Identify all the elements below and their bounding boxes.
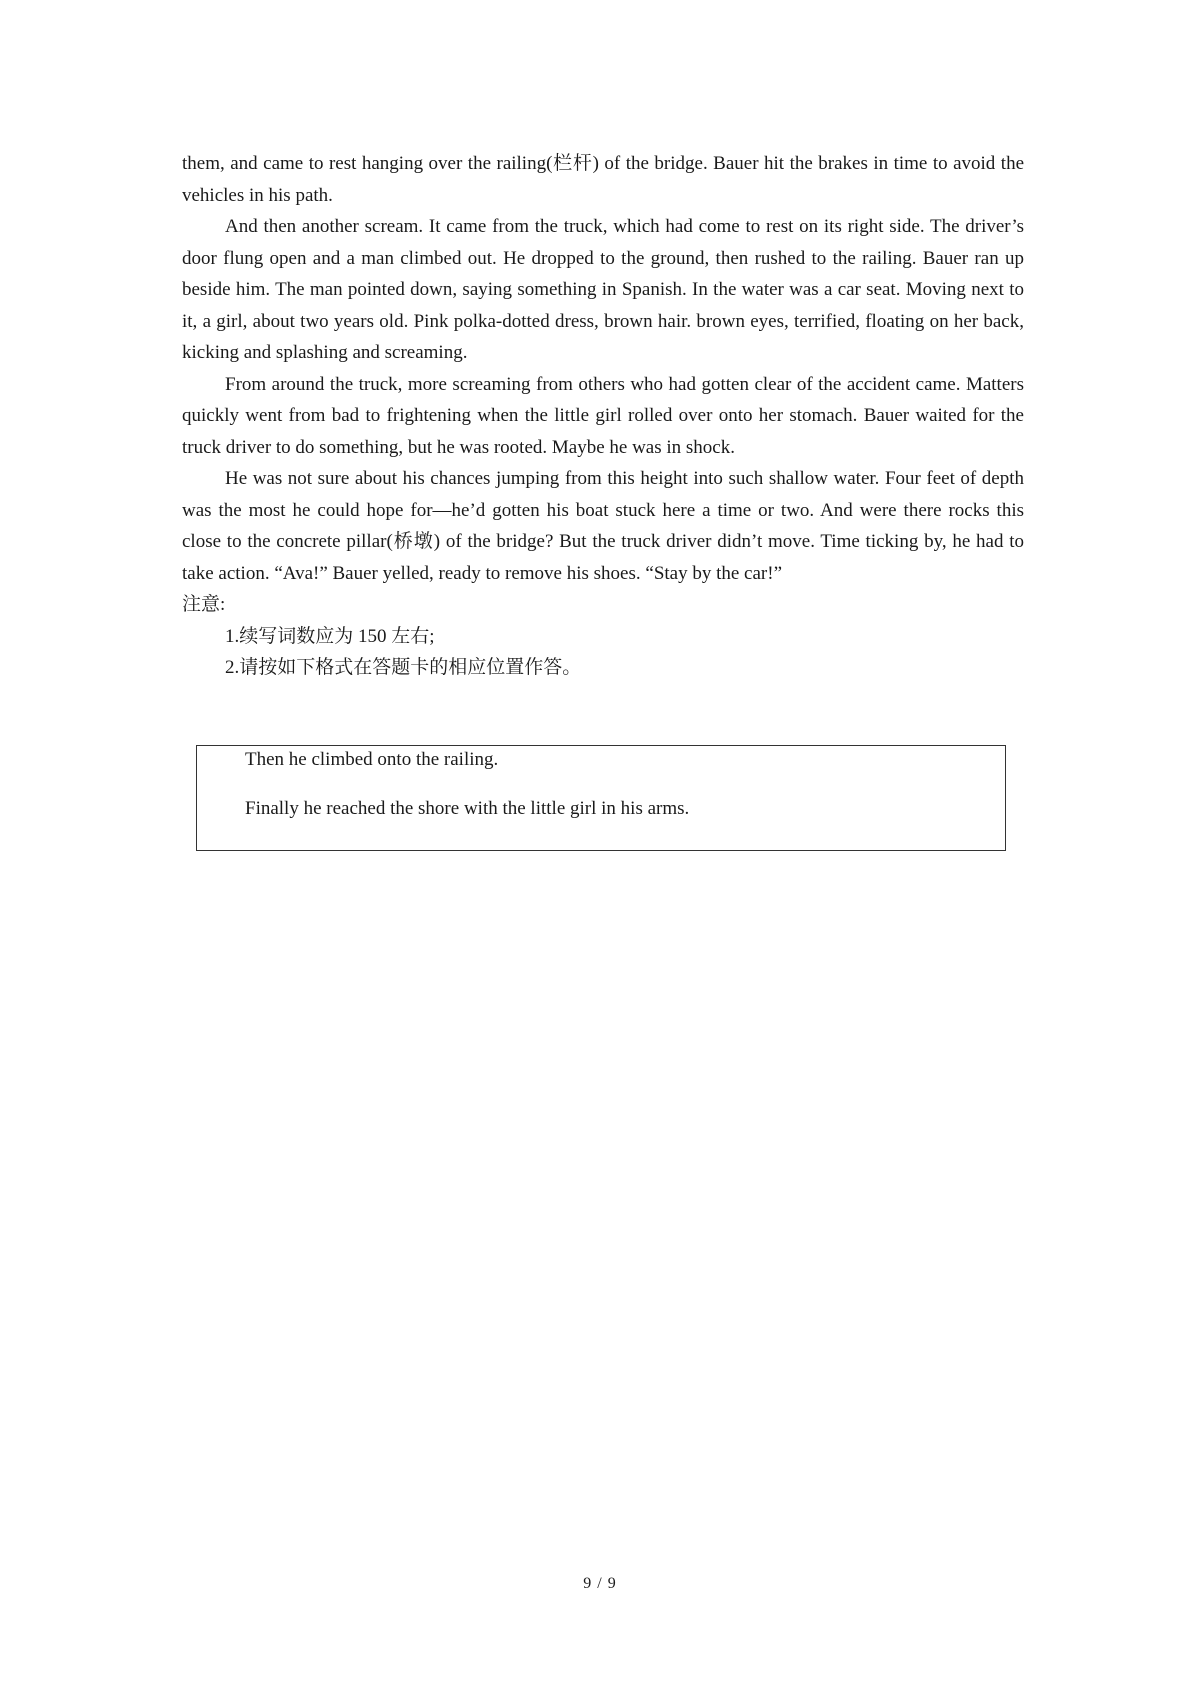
passage-content xyxy=(182,148,1024,684)
answer-format-box xyxy=(196,745,1006,851)
paragraph-3: From around the truck, more screaming from others who had gotten clear of the accident came. Matters quickly went from bad to frightening when the little girl rolled over onto her stomach. Bauer waited for the truck driver to do something, but he was rooted. Maybe he was in shock. xyxy=(182,373,1024,458)
answer-first-sentence: Then he climbed onto the railing. xyxy=(245,749,499,770)
answer-second-sentence: Finally he reached the shore with the little girl in his arms. xyxy=(245,798,690,819)
paragraph-2: And then another scream. It came from the truck, which had come to rest on its right side. The driver’s door flung open and a man climbed out. He dropped to the ground, then rushed to the railing. Bauer ran up beside him. The man pointed down, saying something in Spanish. In the water was a car seat. Moving next to it, a girl, about two years old. Pink polka-dotted dress, brown hair. brown eyes, terrified, floating on her back, kicking and splashing and screaming. xyxy=(182,216,1024,363)
note-item-2: 2.请按如下格式在答题卡的相应位置作答。 xyxy=(225,657,582,678)
note-item-1: 1.续写词数应为 150 左右; xyxy=(225,625,435,647)
paragraph-1: them, and came to rest hanging over the railing(栏杆) of the bridge. Bauer hit the brakes in time to avoid the vehicles in his path. xyxy=(182,153,1024,206)
page-number: 9 / 9 xyxy=(583,1575,617,1592)
paragraph-4: He was not sure about his chances jumping from this height into such shallow water. Four feet of depth was the most he could hope for—he’d gotten his boat stuck here a time or two. And were there rocks this close to the concrete pillar(桥墩) of the bridge? But the truck driver didn’t move. Time ticking by, he had to take action. “Ava!” Bauer yelled, ready to remove his shoes. “Stay by the car!” xyxy=(182,468,1024,584)
note-title: 注意: xyxy=(182,594,226,615)
